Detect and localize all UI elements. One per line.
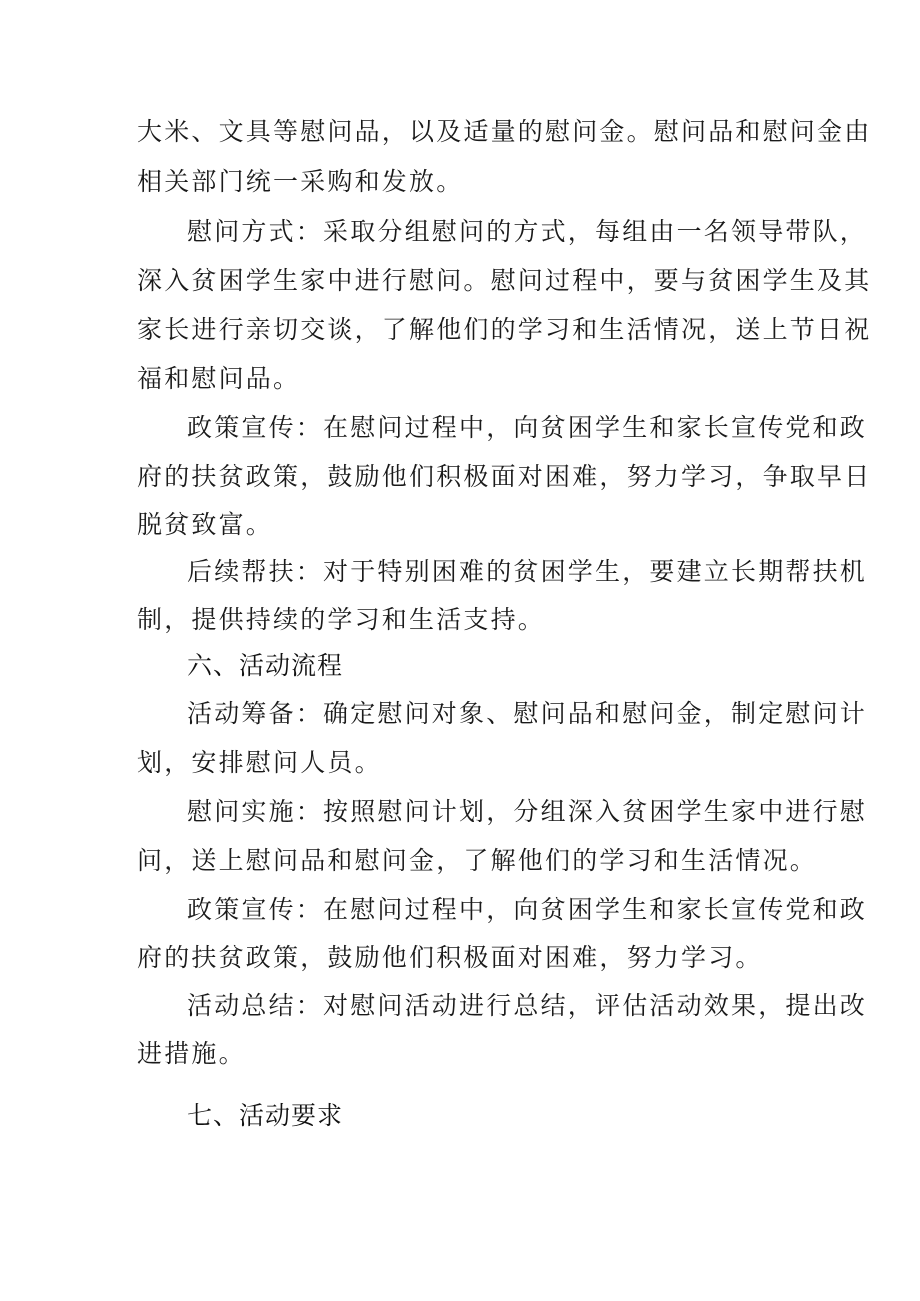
paragraph-line: 慰问实施：按照慰问计划，分组深入贫困学生家中进行慰 [187, 797, 868, 826]
paragraph-line: 府的扶贫政策，鼓励他们积极面对困难，努力学习。 [137, 943, 763, 972]
paragraph-line: 政策宣传：在慰问过程中，向贫困学生和家长宣传党和政 [187, 413, 868, 442]
paragraph-line: 制，提供持续的学习和生活支持。 [137, 605, 546, 634]
paragraph-line: 福和慰问品。 [137, 364, 301, 393]
paragraph-line: 活动总结：对慰问活动进行总结，评估活动效果，提出改 [187, 991, 868, 1020]
paragraph-line: 慰问方式：采取分组慰问的方式，每组由一名领导带队， [187, 217, 868, 246]
paragraph-line: 进措施。 [137, 1039, 246, 1068]
section-heading: 七、活动要求 [187, 1101, 344, 1130]
paragraph-line: 府的扶贫政策，鼓励他们积极面对困难，努力学习，争取早日 [137, 462, 872, 491]
paragraph-line: 脱贫致富。 [137, 510, 274, 539]
section-heading: 六、活动流程 [187, 651, 344, 680]
paragraph-line: 大米、文具等慰问品，以及适量的慰问金。慰问品和慰问金由 [137, 117, 872, 146]
paragraph-line: 活动筹备：确定慰问对象、慰问品和慰问金，制定慰问计 [187, 699, 868, 728]
paragraph-line: 问，送上慰问品和慰问金，了解他们的学习和生活情况。 [137, 846, 818, 875]
paragraph-line: 相关部门统一采购和发放。 [137, 167, 464, 196]
paragraph-line: 家长进行亲切交谈，了解他们的学习和生活情况，送上节日祝 [137, 315, 872, 344]
paragraph-line: 深入贫困学生家中进行慰问。慰问过程中，要与贫困学生及其 [137, 266, 872, 295]
paragraph-line: 后续帮扶：对于特别困难的贫困学生，要建立长期帮扶机 [187, 557, 868, 586]
paragraph-line: 政策宣传：在慰问过程中，向贫困学生和家长宣传党和政 [187, 895, 868, 924]
paragraph-line: 划，安排慰问人员。 [137, 748, 382, 777]
